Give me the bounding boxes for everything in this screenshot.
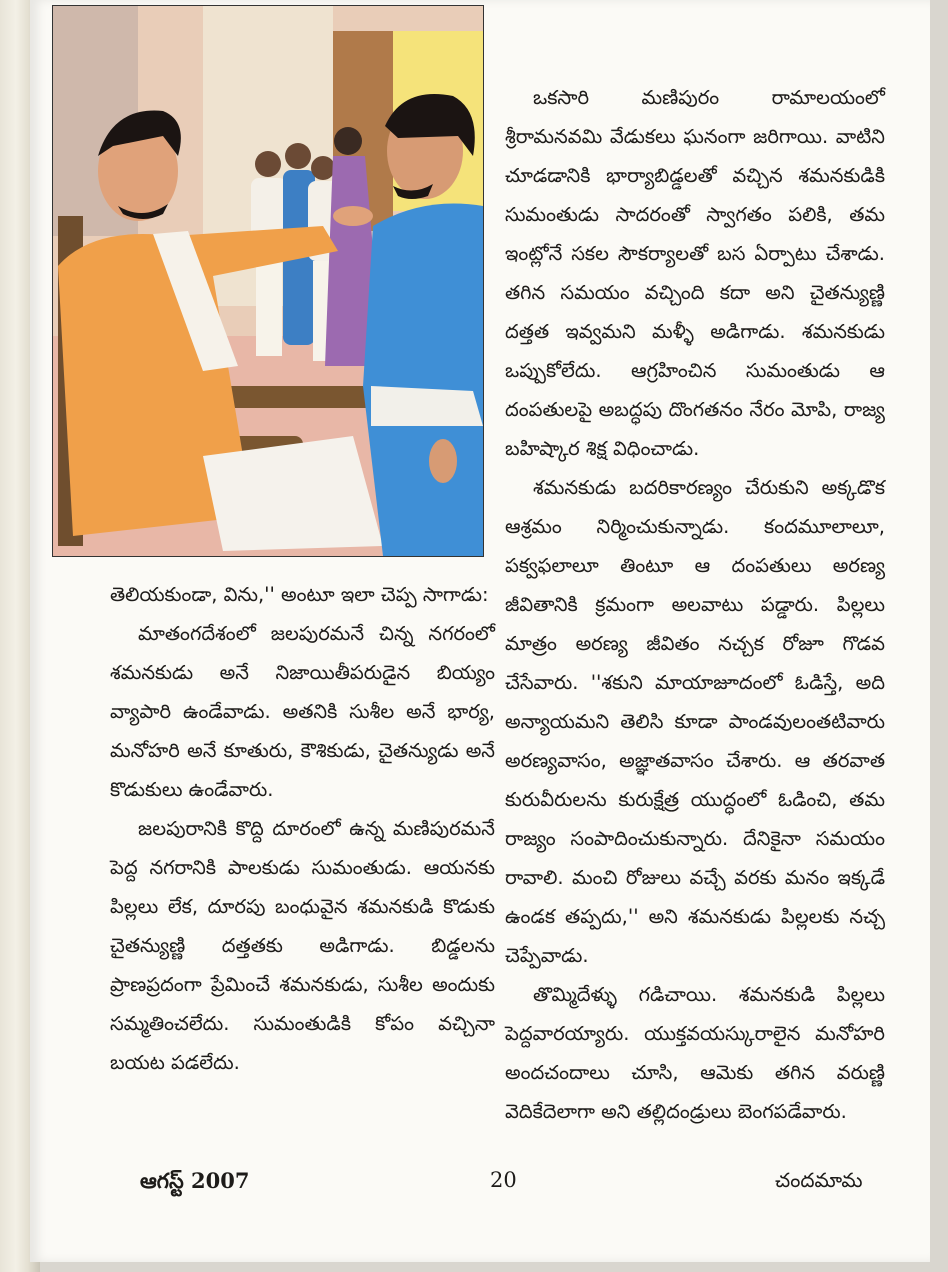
right-text-column [505,78,885,1131]
magazine-name: చందమామ [775,1168,863,1192]
paragraph: మాతంగదేశంలో జలపురమనే చిన్న నగరంలో శమనకుడు అనే నిజాయితీపరుడైన బియ్యం వ్యాపారి ఉండేవాడు. అతనికి సుశీల అనే భార్య, మనోహరి అనే కూతురు, కౌశికుడు, చైతన్యుడు అనే కొడుకులు ఉండేవారు. [110,622,495,801]
page-number: 20 [490,1168,517,1192]
paragraph: తెలియకుండా, విను,'' అంటూ ఇలా చెప్ప సాగాడు: [110,583,489,606]
paragraph: శమనకుడు బదరికారణ్యం చేరుకుని అక్కడొక ఆశ్రమం నిర్మించుకున్నాడు. కందమూలాలూ, పక్వఫలాలూ తింటూ ఆ దంపతులు అరణ్య జీవితానికి క్రమంగా అలవాటు పడ్డారు. పిల్లలు మాత్రం అరణ్య జీవితం నచ్చక రోజూ గొడవ చేసేవారు. ''శకుని మాయాజూదంలో ఓడిస్తే, అది అన్యాయమని తెలిసి కూడా పాండవులంతటివారు అరణ్యవాసం, అజ్ఞాతవాసం చేశారు. ఆ తరవాత కురువీరులను కురుక్షేత్ర యుద్ధంలో ఓడించి, తమ రాజ్యం సంపాదించుకున్నారు. దేనికైనా సమయం రావాలి. మంచి రోజులు వచ్చే వరకు మనం ఇక్కడే ఉండక తప్పదు,'' అని శమనకుడు పిల్లలకు నచ్చ చెప్పేవాడు. [505,476,885,967]
issue-date: ఆగస్ట్ 2007 [140,1168,250,1193]
illustration-drawing [53,6,483,556]
paragraph: తొమ్మిదేళ్ళు గడిచాయి. శమనకుడి పిల్లలు పెద్దవారయ్యారు. యుక్తవయస్కురాలైన మనోహరి అందచందాలు చూసి, ఆమెకు తగిన వరుణ్ణి వెదికేదెలాగా అని తల్లిదండ్రులు బెంగపడేవారు. [505,983,885,1123]
paragraph: జలపురానికి కొద్ది దూరంలో ఉన్న మణిపురమనే పెద్ద నగరానికి పాలకుడు సుమంతుడు. ఆయనకు పిల్లలు లేక, దూరపు బంధువైన శమనకుడి కొడుకు చైతన్యుణ్ణి దత్తతకు అడిగాడు. బిడ్డలను ప్రాణప్రదంగా ప్రేమించే శమనకుడు, సుశీల అందుకు సమ్మతించలేదు. సుమంతుడికి కోపం వచ్చినా బయట పడలేదు. [110,817,495,1074]
story-illustration [52,5,484,557]
left-text-column [110,575,495,1082]
paragraph: ఒకసారి మణిపురం రామాలయంలో శ్రీరామనవమి వేడుకలు ఘనంగా జరిగాయి. వాటిని చూడడానికి భార్యాబిడ్డలతో వచ్చిన శమనకుడికి సుమంతుడు సాదరంతో స్వాగతం పలికి, తమ ఇంట్లోనే సకల సౌకర్యాలతో బస ఏర్పాటు చేశాడు. తగిన సమయం వచ్చింది కదా అని చైతన్యుణ్ణి దత్తత ఇవ్వమని మళ్ళీ అడిగాడు. శమనకుడు ఒప్పుకోలేదు. ఆగ్రహించిన సుమంతుడు ఆ దంపతులపై అబద్ధపు దొంగతనం నేరం మోపి, రాజ్య బహిష్కార శిక్ష విధించాడు. [505,86,885,460]
